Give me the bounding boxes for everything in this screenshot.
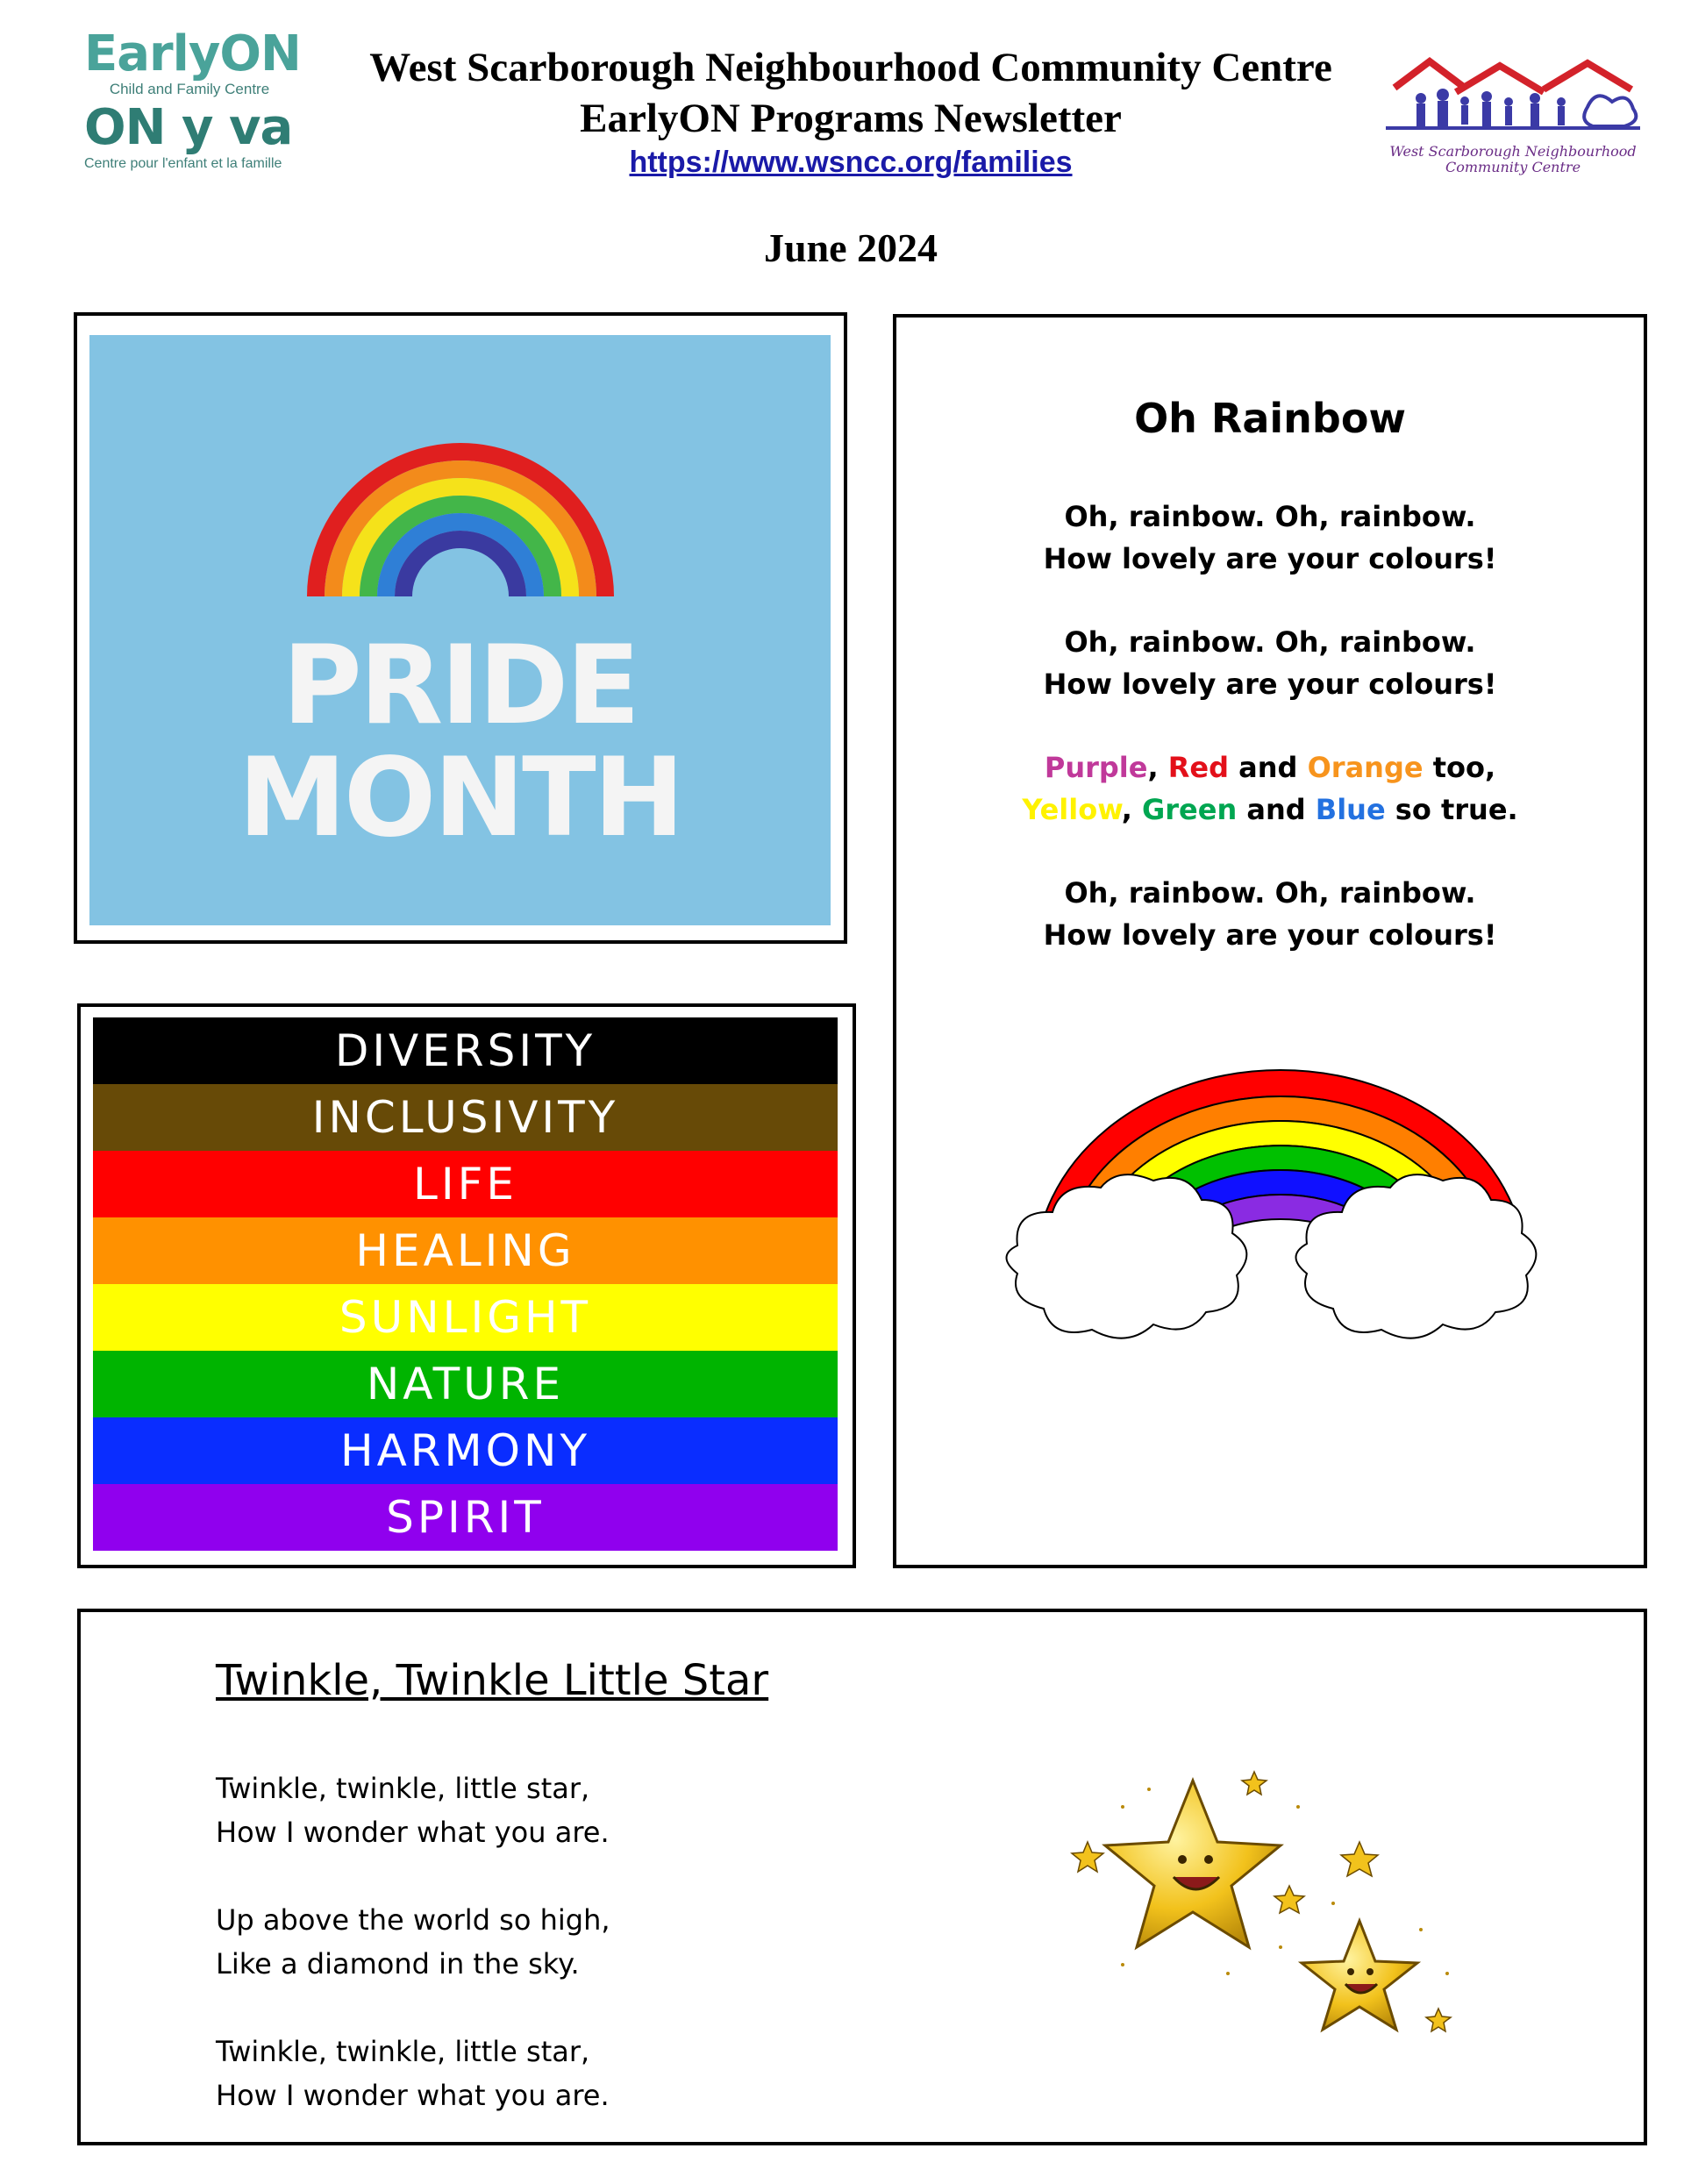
rainbow-icon — [298, 403, 623, 605]
twinkle-line: Up above the world so high, — [216, 1903, 610, 1937]
twinkle-verse3 — [216, 2030, 610, 2117]
song-colors-line — [893, 789, 1647, 831]
twinkle-line: How I wonder what you are. — [216, 2079, 610, 2112]
twinkle-title: Twinkle, Twinkle Little Star — [216, 1656, 769, 1705]
flag-stripe-healing: HEALING — [93, 1217, 838, 1284]
oh-rainbow-colors-verse — [893, 746, 1647, 831]
song-color-word: Purple — [1044, 751, 1148, 784]
song-line: Oh, rainbow. Oh, rainbow. — [1064, 625, 1476, 659]
pride-word: PRIDE — [282, 623, 639, 749]
pride-values-flag — [93, 1017, 838, 1551]
song-color-word: , — [1121, 793, 1142, 826]
twinkle-line: Like a diamond in the sky. — [216, 1947, 580, 1981]
song-line: How lovely are your colours! — [1043, 667, 1497, 701]
wsncc-logo — [1368, 53, 1658, 219]
earlyon-logo — [84, 25, 312, 188]
twinkle-line: How I wonder what you are. — [216, 1816, 610, 1849]
newsletter-org-title: West Scarborough Neighbourhood Community Centre — [369, 45, 1332, 90]
song-color-word: Blue — [1315, 793, 1386, 826]
song-color-word: too, — [1423, 751, 1496, 784]
flag-stripe-life: LIFE — [93, 1151, 838, 1217]
newsletter-title: EarlyON Programs Newsletter — [580, 96, 1122, 141]
song-line: How lovely are your colours! — [1043, 542, 1497, 575]
song-color-word: Green — [1142, 793, 1238, 826]
rainbow-clouds-icon — [991, 1053, 1570, 1403]
song-color-word: and — [1229, 751, 1308, 784]
song-color-word: Yellow — [1022, 793, 1122, 826]
flag-stripe-harmony: HARMONY — [93, 1417, 838, 1484]
wsncc-logo-text — [1368, 144, 1658, 175]
onyva-logo-brand: ON y va — [84, 99, 293, 156]
earlyon-logo-brand: EarlyON — [84, 25, 301, 82]
twinkle-verse2 — [216, 1898, 610, 1986]
onyva-logo-subtitle: Centre pour l'enfant et la famille — [84, 156, 282, 171]
wsncc-logo-line2: Community Centre — [1445, 158, 1581, 175]
smiling-stars-icon — [1070, 1754, 1474, 2044]
families-link[interactable]: https://www.wsncc.org/families — [629, 146, 1073, 179]
pride-month-text — [89, 623, 831, 861]
twinkle-line: Twinkle, twinkle, little star, — [216, 2035, 590, 2068]
newsletter-date: June 2024 — [763, 225, 938, 270]
earlyon-logo-subtitle: Child and Family Centre — [109, 81, 270, 97]
song-colors-line — [893, 746, 1647, 789]
flag-stripe-diversity: DIVERSITY — [93, 1017, 838, 1084]
song-line: How lovely are your colours! — [1043, 918, 1497, 952]
twinkle-verse1 — [216, 1766, 610, 1854]
oh-rainbow-verse3 — [893, 872, 1647, 956]
flag-stripe-nature: NATURE — [93, 1351, 838, 1417]
song-color-word: , — [1147, 751, 1168, 784]
song-line: Oh, rainbow. Oh, rainbow. — [1064, 500, 1476, 533]
family-house-icon — [1368, 53, 1658, 140]
song-color-word: Red — [1167, 751, 1230, 784]
song-color-word: Orange — [1307, 751, 1424, 784]
song-color-word: and — [1237, 793, 1316, 826]
month-word: MONTH — [238, 735, 682, 861]
flag-stripe-inclusivity: INCLUSIVITY — [93, 1084, 838, 1151]
flag-stripe-sunlight: SUNLIGHT — [93, 1284, 838, 1351]
oh-rainbow-verse1 — [893, 496, 1647, 580]
oh-rainbow-title: Oh Rainbow — [1134, 395, 1406, 442]
song-color-word: so true. — [1385, 793, 1518, 826]
flag-stripe-spirit: SPIRIT — [93, 1484, 838, 1551]
oh-rainbow-verse2 — [893, 621, 1647, 705]
wsncc-logo-line1: West Scarborough Neighbourhood — [1389, 143, 1637, 160]
twinkle-line: Twinkle, twinkle, little star, — [216, 1772, 590, 1805]
song-line: Oh, rainbow. Oh, rainbow. — [1064, 876, 1476, 910]
